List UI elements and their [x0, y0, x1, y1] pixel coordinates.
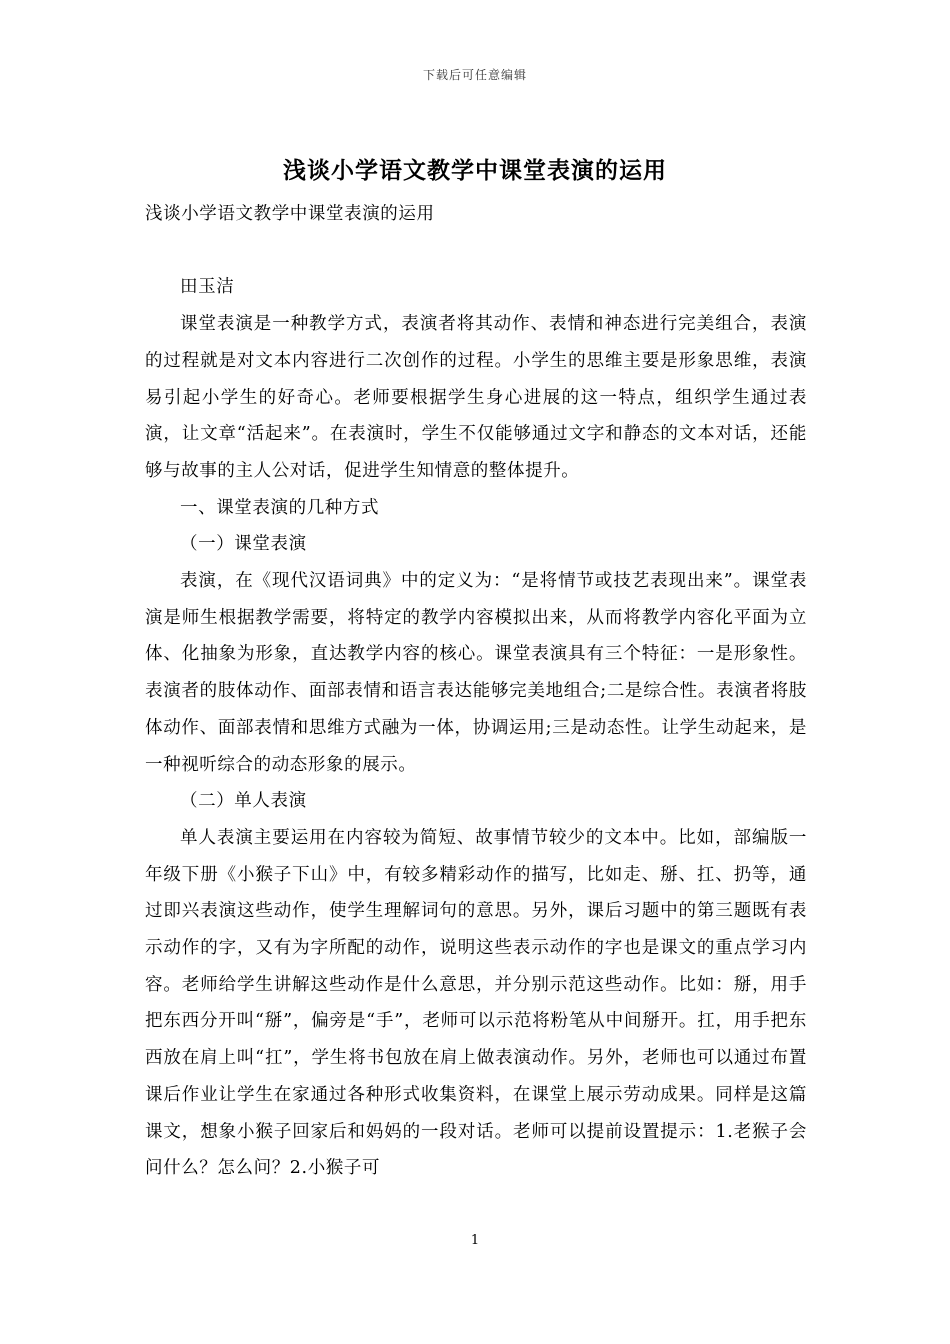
document-subtitle: 浅谈小学语文教学中课堂表演的运用	[145, 204, 435, 224]
subsection-heading-2: （二）单人表演	[180, 791, 307, 812]
section-heading-1: 一、课堂表演的几种方式	[180, 497, 380, 518]
paragraph-definition: 表演，在《现代汉语词典》中的定义为：“是将情节或技艺表现出来”。课堂表演是师生根据教学需要，将特定的教学内容模拟出来，从而将教学内容化平面为立体、化抽象为形象，直达教学内容的核心。课堂表演具有三个特征：一是形象性。表演者的肢体动作、面部表情和语言表达能够完美地组合;二是综合性。表演者将肢体动作、面部表情和思维方式融为一体，协调运用;三是动态性。让学生动起来，是一种视听综合的动态形象的展示。	[145, 571, 807, 775]
subsection-heading-1: （一）课堂表演	[180, 534, 307, 555]
document-title: 浅谈小学语文教学中课堂表演的运用	[283, 157, 667, 184]
paragraph-solo-performance: 单人表演主要运用在内容较为简短、故事情节较少的文本中。比如，部编版一年级下册《小猴子下山》中，有较多精彩动作的描写，比如走、掰、扛、扔等，通过即兴表演这些动作，使学生理解词句的意思。另外，课后习题中的第三题既有表示动作的字，又有为字所配的动作，说明这些表示动作的字也是课文的重点学习内容。老师给学生讲解这些动作是什么意思，并分别示范这些动作。比如：掰，用手把东西分开叫“掰”，偏旁是“手”，老师可以示范将粉笔从中间掰开。扛，用手把东西放在肩上叫“扛”，学生将书包放在肩上做表演动作。另外，老师也可以通过布置课后作业让学生在家通过各种形式收集资料，在课堂上展示劳动成果。同样是这篇课文，想象小猴子回家后和妈妈的一段对话。老师可以提前设置提示：1.老猴子会问什么？怎么问？2.小猴子可	[145, 827, 807, 1179]
page-number: 1	[470, 1233, 480, 1248]
document-body	[145, 196, 807, 1187]
blank-line	[145, 233, 807, 270]
header-note: 下载后可任意编辑	[422, 68, 527, 82]
author-name: 田玉洁	[180, 277, 235, 298]
paragraph-intro: 课堂表演是一种教学方式，表演者将其动作、表情和神态进行完美组合，表演的过程就是对文本内容进行二次创作的过程。小学生的思维主要是形象思维，表演易引起小学生的好奇心。老师要根据学生身心进展的这一特点，组织学生通过表演，让文章“活起来”。在表演时，学生不仅能够通过文字和静态的文本对话，还能够与故事的主人公对话，促进学生知情意的整体提升。	[145, 314, 807, 481]
